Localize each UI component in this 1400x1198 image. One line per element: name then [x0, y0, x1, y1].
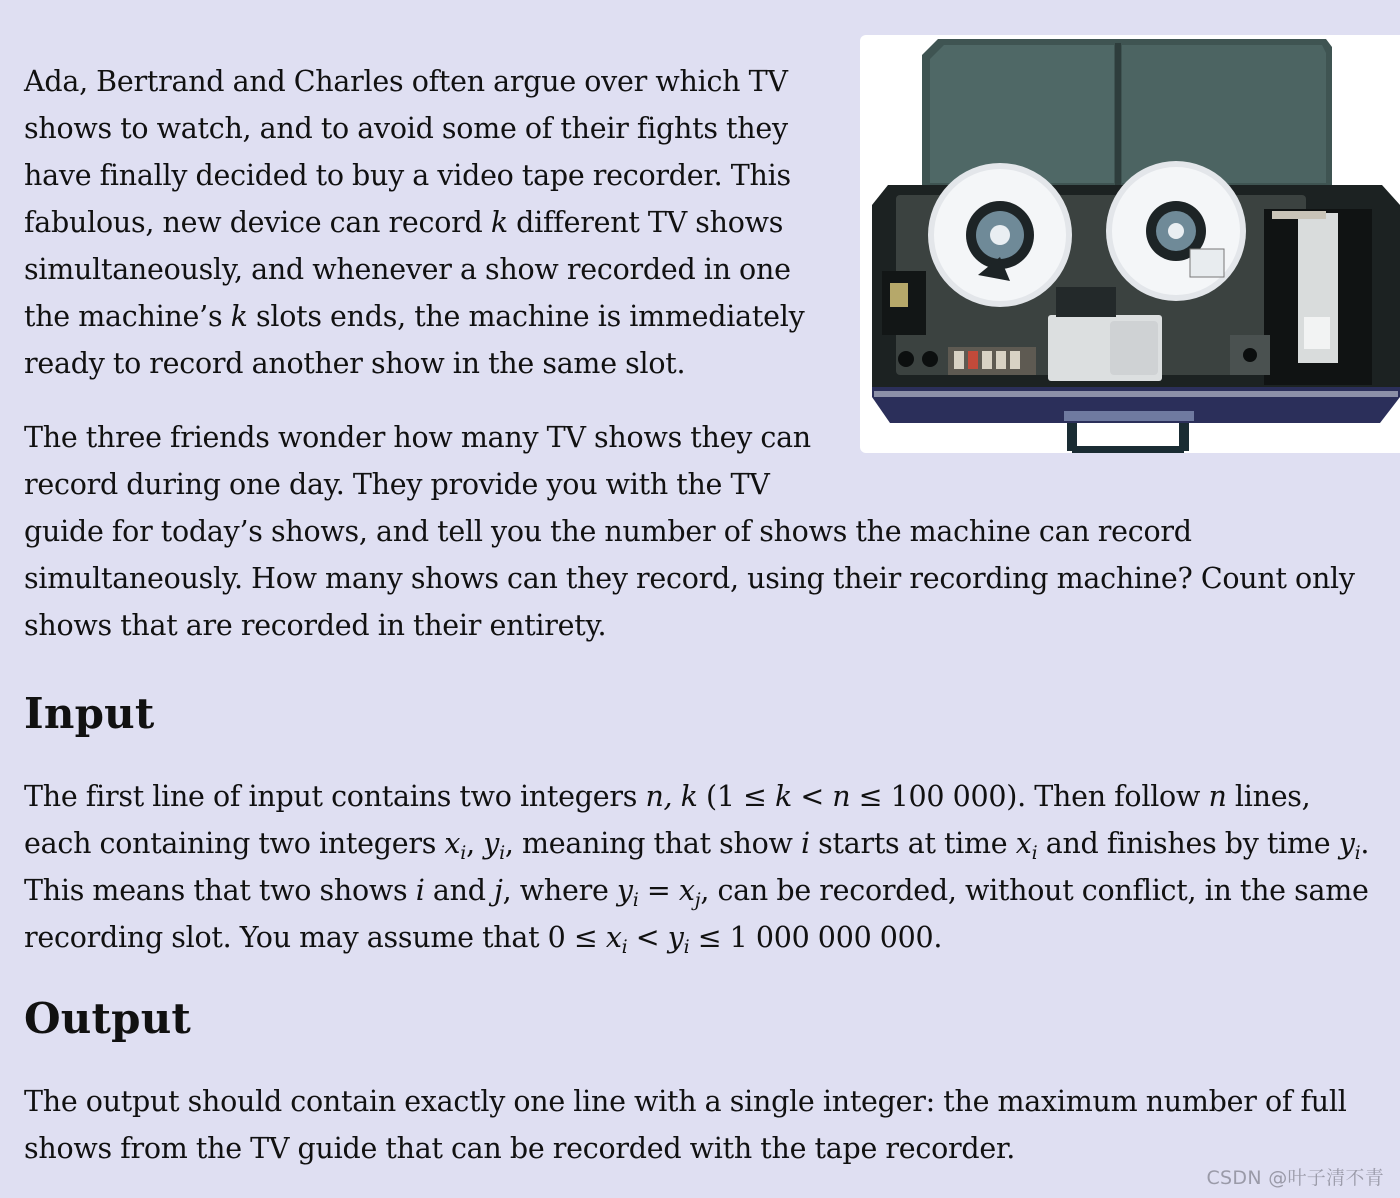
output-paragraph: The output should contain exactly one line with a single integer: the maximum number of full shows from the TV guide that can be recorded with the tape recorder. [24, 1085, 1347, 1165]
math-leq: ≤ [689, 921, 730, 954]
math-var-k: k [490, 206, 508, 239]
math-var-x: x [605, 921, 622, 954]
math-var-j: j [494, 874, 503, 907]
input-text-d: lines, each containing two integers [24, 780, 1311, 860]
input-text-g: and finishes by time [1037, 827, 1339, 860]
math-var-x: x [444, 827, 461, 860]
input-heading: Input [24, 689, 155, 738]
math-sub-i: i [460, 842, 467, 864]
math-sub-i: i [1354, 842, 1361, 864]
math-var-x: x [678, 874, 695, 907]
math-sub-i: i [621, 936, 628, 958]
math-sub-j: j [694, 889, 701, 911]
math-sub-i: i [1031, 842, 1038, 864]
math-sub-i: i [632, 889, 639, 911]
tape-recorder-photo [860, 35, 1400, 453]
math-sub-i: i [683, 936, 690, 958]
math-var-i: i [415, 874, 425, 907]
intro-paragraph-2: The three friends wonder how many TV shows they can record during one day. They provide you with the TV guide for today’s shows, and tell you the number of shows the machine can record simultaneously. How many shows can they record, using their recording machine? Count only shows that are recorded in their entirety. [24, 421, 1355, 642]
input-text-where: , where [502, 874, 617, 907]
intro-text-part-3: slots ends, the machine is immediately ready to record another show in the same slot. [24, 300, 805, 380]
math-n-k: n, k [645, 780, 698, 813]
input-text-and: and [424, 874, 495, 907]
input-text-e: , meaning that show [504, 827, 801, 860]
math-var-i: i [800, 827, 810, 860]
math-var-y: y [616, 874, 633, 907]
intro-text-part-2: different TV shows simultaneously, and whenever a show recorded in one the machine’s [24, 206, 791, 333]
input-text-a: The first line of input contains two integers [24, 780, 646, 813]
output-heading: Output [24, 994, 192, 1043]
csdn-watermark: CSDN @叶子清不青 [1206, 1167, 1384, 1189]
input-text-l: 1 000 000 000. [729, 921, 943, 954]
math-var-y: y [1338, 827, 1355, 860]
math-equals: = [638, 874, 679, 907]
math-var-k: k [230, 300, 248, 333]
input-text-k: , can be recorded, without conflict, in the same recording slot. You may assume that 0 ≤ [24, 874, 1369, 954]
math-var-y: y [667, 921, 684, 954]
math-var-y: y [483, 827, 500, 860]
math-comma: , [466, 827, 484, 860]
intro-text-part-1: Ada, Bertrand and Charles often argue over which TV shows to watch, and to avoid some of their fights they have finally decided to buy a video tape recorder. This fabulous, new device can record [24, 65, 791, 239]
math-var-n: n [1208, 780, 1227, 813]
tape-recorder-illustration [860, 35, 1400, 453]
math-sub-i: i [499, 842, 505, 864]
problem-statement [24, 58, 1384, 1172]
input-text-c: 100 000). Then follow [882, 780, 1209, 813]
math-less-than: < [627, 921, 668, 954]
input-text-f: starts at time [809, 827, 1016, 860]
math-k-lt-n: k < n ≤ [775, 780, 883, 813]
input-paragraph [24, 773, 1384, 961]
math-var-x: x [1015, 827, 1032, 860]
input-text-b: (1 ≤ [697, 780, 775, 813]
input-text-h: . This means that two shows [24, 827, 1370, 907]
